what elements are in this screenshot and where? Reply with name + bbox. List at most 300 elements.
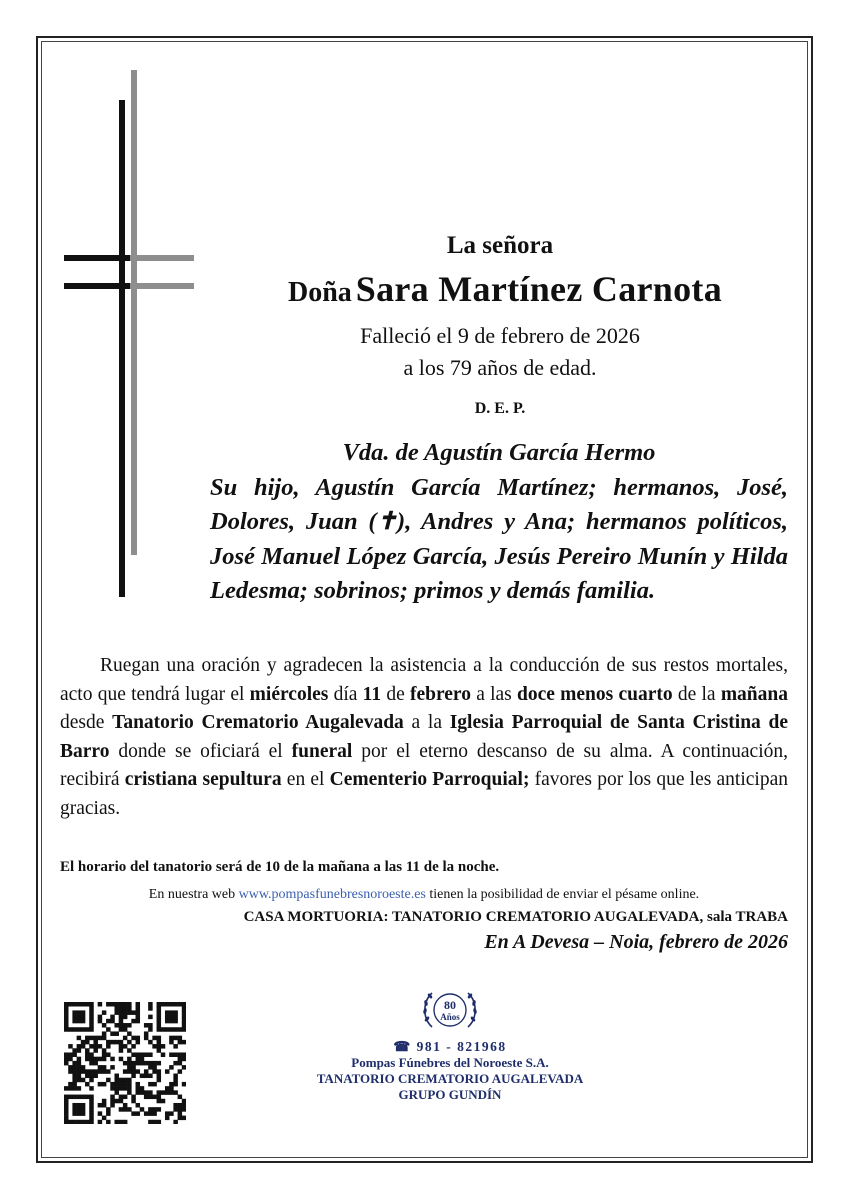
qr-module [119, 1120, 124, 1124]
qr-module [110, 1019, 115, 1024]
qr-module [64, 1103, 69, 1108]
qr-module [165, 1116, 170, 1121]
qr-module [136, 1052, 141, 1057]
qr-module [114, 1082, 119, 1087]
qr-module [123, 1061, 128, 1066]
qr-module [89, 1010, 94, 1015]
qr-module [119, 1086, 124, 1091]
qr-module [72, 1095, 77, 1100]
qr-module [110, 1103, 115, 1108]
qr-module [72, 1074, 77, 1079]
qr-module [173, 1002, 178, 1007]
qr-module [119, 1107, 124, 1112]
qr-module [119, 1044, 124, 1049]
company-facility: TANATORIO CREMATORIO AUGALEVADA [316, 1071, 584, 1086]
qr-module [152, 1044, 157, 1049]
qr-module [81, 1107, 86, 1112]
qr-module [77, 1048, 82, 1053]
qr-module [68, 1044, 73, 1049]
qr-module [131, 1010, 136, 1015]
qr-module [64, 1095, 69, 1100]
qr-module [127, 1057, 132, 1062]
deceased-name: Sara Martínez Carnota [355, 269, 722, 309]
qr-module [148, 1023, 153, 1028]
qr-module [161, 1052, 166, 1057]
qr-module [64, 1052, 69, 1057]
qr-code[interactable] [64, 1002, 186, 1124]
qr-module [140, 1107, 145, 1112]
qr-module [178, 1061, 183, 1066]
qr-module [173, 1027, 178, 1032]
qr-module [127, 1082, 132, 1087]
qr-module [169, 1111, 174, 1116]
qr-module [93, 1061, 98, 1066]
qr-module [72, 1048, 77, 1053]
announcement-paragraph: Ruegan una oración y agradecen la asistencia a la conducción de sus restos mortales, acto que tendrá lugar el miércoles día 11 de febrero a las doce menos cuarto de la mañana desde Tanatorio Crematorio Augalevada a la Iglesia Parroquial de Santa Cristina de Barro donde se oficiará el funeral por el eterno descanso de su alma. A continuación, recibirá cristiana sepultura en el Cementerio Parroquial; favores por los que les anticipan gracias. [60, 655, 789, 819]
qr-module [98, 1002, 103, 1007]
qr-module [127, 1086, 132, 1091]
qr-module [85, 1040, 90, 1045]
qr-module [123, 1036, 128, 1041]
qr-module [178, 1095, 183, 1100]
qr-module [89, 1107, 94, 1112]
qr-module [148, 1120, 153, 1124]
qr-module [102, 1052, 107, 1057]
qr-module [98, 1111, 103, 1116]
qr-module [64, 1010, 69, 1015]
web-condolence-line: En nuestra web www.pompasfunebresnoroeste.es tienen la posibilidad de enviar el pésame online. [148, 887, 700, 902]
qr-module [72, 1111, 77, 1116]
badge-word: Años [440, 1012, 460, 1022]
qr-module [114, 1002, 119, 1007]
qr-module [89, 1086, 94, 1091]
qr-module [81, 1078, 86, 1083]
qr-module [110, 1082, 115, 1087]
qr-module [178, 1052, 183, 1057]
qr-module [161, 1090, 166, 1095]
qr-module [102, 1048, 107, 1053]
qr-module [169, 1015, 174, 1020]
qr-module [152, 1065, 157, 1070]
qr-module [123, 1082, 128, 1087]
qr-module [131, 1111, 136, 1116]
qr-module [182, 1010, 186, 1015]
qr-module [148, 1111, 153, 1116]
qr-module [98, 1065, 103, 1070]
qr-module [114, 1006, 119, 1011]
qr-module [131, 1065, 136, 1070]
qr-module [127, 1023, 132, 1028]
company-block [270, 985, 630, 1103]
qr-module [64, 1002, 69, 1007]
qr-module [136, 1002, 141, 1007]
qr-module [148, 1107, 153, 1112]
qr-module [131, 1074, 136, 1079]
qr-module [110, 1002, 115, 1007]
qr-module [123, 1015, 128, 1020]
badge-number: 80 [444, 998, 456, 1012]
qr-module [131, 1099, 136, 1104]
qr-module [157, 1040, 162, 1045]
qr-module [114, 1010, 119, 1015]
qr-module [127, 1078, 132, 1083]
qr-module [68, 1095, 73, 1100]
wake-schedule: El horario del tanatorio será de 10 de la mañana a las 11 de la noche. [60, 859, 500, 875]
qr-module [127, 1090, 132, 1095]
qr-module [98, 1015, 103, 1020]
qr-module [102, 1069, 107, 1074]
qr-module [106, 1002, 111, 1007]
qr-module [119, 1023, 124, 1028]
qr-module [127, 1002, 132, 1007]
qr-module [123, 1010, 128, 1015]
qr-module [182, 1116, 186, 1121]
qr-module [144, 1111, 149, 1116]
qr-module [72, 1027, 77, 1032]
qr-module [77, 1002, 82, 1007]
qr-module [72, 1082, 77, 1087]
qr-module [81, 1015, 86, 1020]
qr-module [68, 1082, 73, 1087]
qr-module [114, 1078, 119, 1083]
qr-module [178, 1116, 183, 1121]
qr-module [114, 1074, 119, 1079]
qr-module [165, 1090, 170, 1095]
qr-module [173, 1019, 178, 1024]
qr-module [178, 1103, 183, 1108]
qr-module [64, 1111, 69, 1116]
qr-module [64, 1027, 69, 1032]
family-block [210, 436, 788, 609]
qr-module [148, 1074, 153, 1079]
qr-module [98, 1120, 103, 1124]
qr-module [144, 1074, 149, 1079]
qr-module [144, 1090, 149, 1095]
qr-module [144, 1095, 149, 1100]
qr-module [123, 1044, 128, 1049]
qr-module [123, 1086, 128, 1091]
qr-module [89, 1015, 94, 1020]
qr-module [123, 1120, 128, 1124]
qr-module [102, 1057, 107, 1062]
qr-module [178, 1057, 183, 1062]
anniversary-badge-icon [418, 985, 482, 1035]
qr-module [169, 1052, 174, 1057]
qr-module [127, 1107, 132, 1112]
qr-module [64, 1057, 69, 1062]
website-link[interactable]: www.pompasfunebresnoroeste.es [238, 887, 426, 902]
qr-module [77, 1027, 82, 1032]
qr-module [77, 1069, 82, 1074]
qr-module [140, 1074, 145, 1079]
qr-module [136, 1019, 141, 1024]
qr-module [72, 1061, 77, 1066]
qr-module [72, 1086, 77, 1091]
qr-module [77, 1078, 82, 1083]
qr-module [182, 1027, 186, 1032]
qr-module [127, 1040, 132, 1045]
qr-module [173, 1120, 178, 1124]
qr-module [77, 1103, 82, 1108]
qr-module [102, 1099, 107, 1104]
qr-module [89, 1103, 94, 1108]
qr-module [77, 1057, 82, 1062]
qr-module [93, 1044, 98, 1049]
qr-module [136, 1010, 141, 1015]
qr-module [140, 1086, 145, 1091]
qr-module [148, 1095, 153, 1100]
qr-module [165, 1019, 170, 1024]
qr-module [169, 1027, 174, 1032]
widow-of: Vda. de Agustín García Hermo [342, 439, 656, 466]
qr-module [140, 1090, 145, 1095]
qr-module [114, 1031, 119, 1036]
qr-module [106, 1120, 111, 1124]
qr-module [110, 1086, 115, 1091]
qr-module [81, 1019, 86, 1024]
qr-module [81, 1010, 86, 1015]
qr-module [173, 1036, 178, 1041]
qr-module [106, 1111, 111, 1116]
qr-module [136, 1057, 141, 1062]
qr-module [178, 1069, 183, 1074]
qr-module [119, 1048, 124, 1053]
qr-module [136, 1103, 141, 1108]
qr-module [182, 1040, 186, 1045]
qr-module [165, 1069, 170, 1074]
qr-module [119, 1082, 124, 1087]
qr-module [127, 1069, 132, 1074]
qr-module [131, 1069, 136, 1074]
qr-module [178, 1036, 183, 1041]
qr-module [102, 1023, 107, 1028]
qr-module [114, 1120, 119, 1124]
qr-module [157, 1074, 162, 1079]
qr-module [93, 1074, 98, 1079]
qr-module [85, 1036, 90, 1041]
qr-module [169, 1002, 174, 1007]
qr-module [169, 1036, 174, 1041]
qr-module [81, 1120, 86, 1124]
qr-module [89, 1111, 94, 1116]
qr-module [144, 1069, 149, 1074]
qr-module [93, 1069, 98, 1074]
qr-module [123, 1006, 128, 1011]
qr-module [64, 1099, 69, 1104]
qr-module [72, 1103, 77, 1108]
qr-module [89, 1044, 94, 1049]
qr-module [157, 1006, 162, 1011]
qr-module [102, 1116, 107, 1121]
qr-module [182, 1002, 186, 1007]
qr-module [98, 1082, 103, 1087]
qr-module [85, 1052, 90, 1057]
qr-module [119, 1019, 124, 1024]
qr-module [140, 1057, 145, 1062]
qr-module [182, 1099, 186, 1104]
qr-module [157, 1002, 162, 1007]
qr-module [85, 1057, 90, 1062]
qr-module [85, 1120, 90, 1124]
qr-module [144, 1031, 149, 1036]
phone-icon: ☎ [393, 1039, 412, 1054]
qr-module [148, 1040, 153, 1045]
qr-module [173, 1078, 178, 1083]
qr-module [178, 1027, 183, 1032]
qr-module [81, 1002, 86, 1007]
qr-module [64, 1061, 69, 1066]
qr-module [161, 1044, 166, 1049]
qr-module [182, 1023, 186, 1028]
qr-module [110, 1099, 115, 1104]
qr-module [68, 1027, 73, 1032]
qr-module [72, 1078, 77, 1083]
qr-module [106, 1052, 111, 1057]
qr-module [182, 1107, 186, 1112]
qr-module [68, 1002, 73, 1007]
qr-module [169, 1082, 174, 1087]
qr-module [131, 1052, 136, 1057]
qr-module [157, 1036, 162, 1041]
qr-module [148, 1006, 153, 1011]
qr-module [173, 1061, 178, 1066]
deceased-prefix: La señora [446, 232, 554, 259]
qr-module [136, 1040, 141, 1045]
qr-module [119, 1027, 124, 1032]
qr-module [93, 1057, 98, 1062]
qr-module [127, 1006, 132, 1011]
qr-module [140, 1061, 145, 1066]
qr-module [123, 1103, 128, 1108]
qr-module [98, 1019, 103, 1024]
qr-module [64, 1086, 69, 1091]
qr-module [178, 1040, 183, 1045]
qr-module [114, 1040, 119, 1045]
qr-module [102, 1082, 107, 1087]
company-phone[interactable]: ☎ 981 - 821968 [393, 1039, 507, 1054]
qr-module [165, 1027, 170, 1032]
qr-module [102, 1103, 107, 1108]
qr-module [131, 1044, 136, 1049]
qr-module [148, 1065, 153, 1070]
qr-module [106, 1107, 111, 1112]
qr-module [119, 1002, 124, 1007]
qr-module [81, 1095, 86, 1100]
qr-module [157, 1027, 162, 1032]
qr-module [161, 1099, 166, 1104]
relatives-list: Su hijo, Agustín García Martínez; hermanos, José, Dolores, Juan (✝), Andres y Ana; hermanos políticos, José Manuel López García, Jesús Pereiro Munín y Hilda Ledesma; sobrinos; primos y demás familia. [210, 473, 788, 604]
qr-module [157, 1069, 162, 1074]
qr-module [77, 1061, 82, 1066]
qr-module [148, 1052, 153, 1057]
qr-module [152, 1082, 157, 1087]
qr-module [77, 1036, 82, 1041]
qr-module [157, 1095, 162, 1100]
qr-module [169, 1090, 174, 1095]
qr-module [77, 1095, 82, 1100]
qr-module [98, 1057, 103, 1062]
qr-module [136, 1006, 141, 1011]
qr-module [173, 1015, 178, 1020]
qr-module [77, 1074, 82, 1079]
qr-module [119, 1040, 124, 1045]
qr-module [64, 1120, 69, 1124]
qr-module [144, 1052, 149, 1057]
qr-module [152, 1107, 157, 1112]
place-and-date: En A Devesa – Noia, febrero de 2026 [484, 931, 788, 953]
qr-module [110, 1095, 115, 1100]
qr-module [93, 1036, 98, 1041]
qr-module [165, 1002, 170, 1007]
qr-module [64, 1015, 69, 1020]
qr-module [144, 1061, 149, 1066]
qr-module [136, 1015, 141, 1020]
qr-module [182, 1065, 186, 1070]
qr-module [173, 1082, 178, 1087]
qr-module [77, 1111, 82, 1116]
qr-module [127, 1065, 132, 1070]
qr-module [106, 1078, 111, 1083]
qr-module [85, 1069, 90, 1074]
qr-module [169, 1040, 174, 1045]
qr-module [85, 1095, 90, 1100]
qr-module [77, 1107, 82, 1112]
qr-module [182, 1006, 186, 1011]
qr-module [123, 1027, 128, 1032]
qr-module [144, 1023, 149, 1028]
qr-module [169, 1019, 174, 1024]
qr-module [85, 1048, 90, 1053]
qr-module [136, 1036, 141, 1041]
qr-module [178, 1111, 183, 1116]
qr-module [114, 1086, 119, 1091]
qr-module [152, 1036, 157, 1041]
qr-module [173, 1107, 178, 1112]
qr-module [77, 1044, 82, 1049]
qr-module [173, 1103, 178, 1108]
qr-module [136, 1086, 141, 1091]
qr-module [68, 1057, 73, 1062]
qr-module [85, 1002, 90, 1007]
qr-module [148, 1082, 153, 1087]
deceased-title: Doña [287, 277, 352, 308]
qr-module [93, 1040, 98, 1045]
qr-module [89, 1116, 94, 1121]
qr-module [182, 1082, 186, 1087]
dep-line: D. E. P. [474, 400, 526, 417]
qr-module [89, 1027, 94, 1032]
qr-module [157, 1061, 162, 1066]
qr-module [77, 1015, 82, 1020]
qr-module [89, 1069, 94, 1074]
funeral-home: CASA MORTUORIA: TANATORIO CREMATORIO AUGALEVADA, sala TRABA [243, 909, 788, 925]
qr-module [182, 1103, 186, 1108]
qr-module [64, 1023, 69, 1028]
qr-module [89, 1120, 94, 1124]
qr-module [89, 1074, 94, 1079]
qr-module [114, 1099, 119, 1104]
qr-module [165, 1111, 170, 1116]
qr-module [165, 1086, 170, 1091]
qr-module [148, 1061, 153, 1066]
qr-module [119, 1015, 124, 1020]
qr-module [165, 1010, 170, 1015]
qr-module [123, 1002, 128, 1007]
qr-module [123, 1095, 128, 1100]
qr-module [173, 1074, 178, 1079]
qr-module [140, 1052, 145, 1057]
qr-module [102, 1010, 107, 1015]
